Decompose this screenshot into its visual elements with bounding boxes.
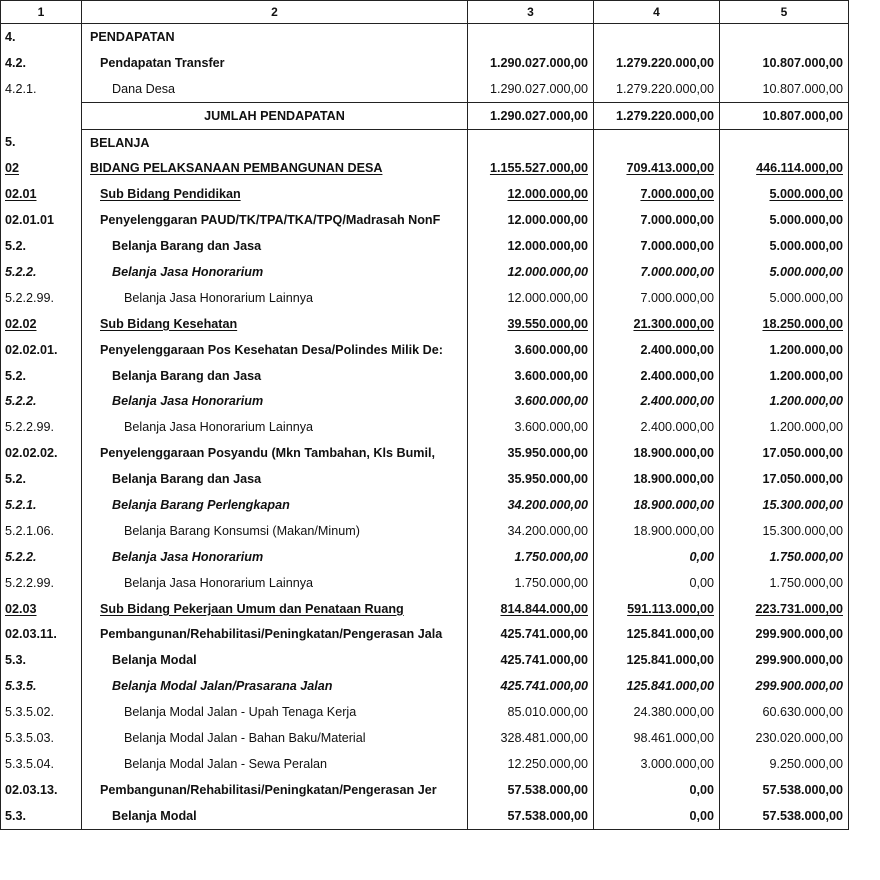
realization-cell: 125.841.000,00 <box>594 621 720 647</box>
description-cell: PENDAPATAN <box>82 24 468 50</box>
budget-cell: 3.600.000,00 <box>468 388 594 414</box>
code-cell <box>1 181 82 207</box>
description-cell: Belanja Barang dan Jasa <box>82 363 468 389</box>
description-text: Sub Bidang Pekerjaan Umum dan Penataan Ruang <box>100 601 404 616</box>
difference-cell <box>720 181 849 207</box>
code-cell: 5.2. <box>1 466 82 492</box>
description-cell: Belanja Modal Jalan/Prasarana Jalan <box>82 673 468 699</box>
description-cell: Pembangunan/Rehabilitasi/Peningkatan/Pengerasan Jala <box>82 621 468 647</box>
realization-cell: 7.000.000,00 <box>594 259 720 285</box>
table-row <box>1 725 849 751</box>
code-cell: 5.2.1. <box>1 492 82 518</box>
budget-cell: 425.741.000,00 <box>468 621 594 647</box>
realization-cell: 7.000.000,00 <box>594 285 720 311</box>
description-cell: Belanja Jasa Honorarium Lainnya <box>82 414 468 440</box>
description-text: Sub Bidang Kesehatan <box>100 316 238 331</box>
budget-text: 1.155.527.000,00 <box>489 161 588 176</box>
table-row-total <box>1 102 849 129</box>
realization-cell: 0,00 <box>594 777 720 803</box>
difference-cell: 1.200.000,00 <box>720 363 849 389</box>
description-cell: Pembangunan/Rehabilitasi/Peningkatan/Pengerasan Jer <box>82 777 468 803</box>
budget-cell: 35.950.000,00 <box>468 466 594 492</box>
realization-cell: 18.900.000,00 <box>594 518 720 544</box>
code-cell: 5.3.5.02. <box>1 699 82 725</box>
difference-cell: 5.000.000,00 <box>720 207 849 233</box>
description-cell: Belanja Barang dan Jasa <box>82 466 468 492</box>
budget-cell: 85.010.000,00 <box>468 699 594 725</box>
difference-cell: 10.807.000,00 <box>720 76 849 102</box>
budget-text: 39.550.000,00 <box>507 316 588 331</box>
code-text: 02.02 <box>5 316 37 331</box>
code-text: 02 <box>5 161 20 176</box>
difference-cell: 1.200.000,00 <box>720 414 849 440</box>
table-row <box>1 596 849 622</box>
table-row <box>1 311 849 337</box>
code-cell: 02.03.13. <box>1 777 82 803</box>
budget-cell <box>468 181 594 207</box>
code-cell: 5.3. <box>1 647 82 673</box>
difference-cell <box>720 155 849 181</box>
budget-cell <box>468 155 594 181</box>
difference-cell <box>720 129 849 155</box>
code-cell: 5.3. <box>1 803 82 829</box>
realization-cell: 2.400.000,00 <box>594 388 720 414</box>
realization-cell: 1.279.220.000,00 <box>594 102 720 129</box>
budget-cell: 1.290.027.000,00 <box>468 102 594 129</box>
difference-cell: 5.000.000,00 <box>720 285 849 311</box>
code-text: 02.01 <box>5 187 37 202</box>
realization-cell: 2.400.000,00 <box>594 414 720 440</box>
difference-cell: 299.900.000,00 <box>720 673 849 699</box>
description-cell <box>82 155 468 181</box>
code-cell: 5. <box>1 129 82 155</box>
table-row <box>1 233 849 259</box>
realization-cell: 1.279.220.000,00 <box>594 50 720 76</box>
realization-cell <box>594 181 720 207</box>
difference-cell <box>720 596 849 622</box>
difference-cell: 299.900.000,00 <box>720 647 849 673</box>
description-cell: Belanja Modal <box>82 647 468 673</box>
budget-cell: 57.538.000,00 <box>468 777 594 803</box>
realization-cell: 0,00 <box>594 544 720 570</box>
description-text: Sub Bidang Pendidikan <box>100 187 241 202</box>
description-cell: Belanja Jasa Honorarium <box>82 388 468 414</box>
code-cell: 5.3.5.03. <box>1 725 82 751</box>
code-cell: 5.2. <box>1 363 82 389</box>
table-row <box>1 518 849 544</box>
budget-cell <box>468 24 594 50</box>
table-row <box>1 803 849 829</box>
budget-cell: 12.000.000,00 <box>468 207 594 233</box>
realization-cell: 18.900.000,00 <box>594 492 720 518</box>
table-row <box>1 337 849 363</box>
realization-cell <box>594 24 720 50</box>
description-cell: Penyelenggaraan Pos Kesehatan Desa/Polindes Milik De: <box>82 337 468 363</box>
realization-text: 21.300.000,00 <box>633 316 714 331</box>
budget-cell: 1.290.027.000,00 <box>468 50 594 76</box>
table-row <box>1 492 849 518</box>
budget-cell: 3.600.000,00 <box>468 363 594 389</box>
code-cell: 4.2. <box>1 50 82 76</box>
budget-cell: 34.200.000,00 <box>468 518 594 544</box>
realization-cell: 3.000.000,00 <box>594 751 720 777</box>
code-cell: 5.3.5. <box>1 673 82 699</box>
realization-cell: 18.900.000,00 <box>594 466 720 492</box>
budget-cell: 12.000.000,00 <box>468 233 594 259</box>
description-cell <box>82 596 468 622</box>
description-cell: Belanja Jasa Honorarium <box>82 544 468 570</box>
description-cell: Belanja Jasa Honorarium Lainnya <box>82 285 468 311</box>
table-row <box>1 647 849 673</box>
realization-text: 591.113.000,00 <box>627 601 714 616</box>
code-cell: 02.02.01. <box>1 337 82 363</box>
table-row <box>1 50 849 76</box>
table-row <box>1 699 849 725</box>
code-cell: 4.2.1. <box>1 76 82 102</box>
difference-cell: 10.807.000,00 <box>720 102 849 129</box>
budget-text: 12.000.000,00 <box>507 187 588 202</box>
description-cell: Belanja Modal Jalan - Sewa Peralan <box>82 751 468 777</box>
description-cell: Pendapatan Transfer <box>82 50 468 76</box>
realization-cell: 98.461.000,00 <box>594 725 720 751</box>
code-cell: 02.02.02. <box>1 440 82 466</box>
realization-cell <box>594 596 720 622</box>
table-row <box>1 285 849 311</box>
budget-cell: 34.200.000,00 <box>468 492 594 518</box>
budget-cell: 12.000.000,00 <box>468 285 594 311</box>
table-row <box>1 155 849 181</box>
difference-cell: 1.750.000,00 <box>720 544 849 570</box>
table-row <box>1 129 849 155</box>
realization-cell: 7.000.000,00 <box>594 233 720 259</box>
realization-cell: 1.279.220.000,00 <box>594 76 720 102</box>
realization-cell: 0,00 <box>594 803 720 829</box>
budget-cell: 1.290.027.000,00 <box>468 76 594 102</box>
header-cell-difference: 5 <box>720 1 849 24</box>
realization-cell: 0,00 <box>594 570 720 596</box>
difference-cell <box>720 24 849 50</box>
header-cell-description: 2 <box>82 1 468 24</box>
difference-cell: 57.538.000,00 <box>720 803 849 829</box>
code-cell <box>1 311 82 337</box>
table-row <box>1 466 849 492</box>
description-cell <box>82 181 468 207</box>
budget-cell: 12.000.000,00 <box>468 259 594 285</box>
description-cell: Belanja Modal Jalan - Bahan Baku/Material <box>82 725 468 751</box>
table-row <box>1 440 849 466</box>
difference-cell: 17.050.000,00 <box>720 440 849 466</box>
code-cell: 5.2.2.99. <box>1 570 82 596</box>
difference-cell <box>720 311 849 337</box>
code-cell: 4. <box>1 24 82 50</box>
difference-cell: 230.020.000,00 <box>720 725 849 751</box>
realization-cell: 125.841.000,00 <box>594 647 720 673</box>
table-row <box>1 207 849 233</box>
description-cell: Penyelenggaraan Posyandu (Mkn Tambahan, Kls Bumil, <box>82 440 468 466</box>
difference-cell: 1.750.000,00 <box>720 570 849 596</box>
code-cell: 5.2.2.99. <box>1 414 82 440</box>
difference-cell: 60.630.000,00 <box>720 699 849 725</box>
table-row <box>1 414 849 440</box>
realization-text: 709.413.000,00 <box>626 161 714 176</box>
realization-text: 7.000.000,00 <box>640 187 714 202</box>
code-cell: 5.2.1.06. <box>1 518 82 544</box>
difference-cell: 15.300.000,00 <box>720 492 849 518</box>
code-cell: 5.2.2.99. <box>1 285 82 311</box>
description-cell: Belanja Jasa Honorarium <box>82 259 468 285</box>
realization-cell: 2.400.000,00 <box>594 363 720 389</box>
code-cell: 5.3.5.04. <box>1 751 82 777</box>
difference-text: 5.000.000,00 <box>769 187 843 202</box>
realization-cell: 18.900.000,00 <box>594 440 720 466</box>
realization-cell: 125.841.000,00 <box>594 673 720 699</box>
description-cell: JUMLAH PENDAPATAN <box>82 102 468 129</box>
difference-cell: 5.000.000,00 <box>720 233 849 259</box>
difference-cell: 15.300.000,00 <box>720 518 849 544</box>
description-cell: BELANJA <box>82 129 468 155</box>
budget-text: 814.844.000,00 <box>500 601 588 616</box>
code-cell <box>1 155 82 181</box>
table-row <box>1 673 849 699</box>
code-cell: 5.2.2. <box>1 259 82 285</box>
realization-cell: 7.000.000,00 <box>594 207 720 233</box>
difference-cell: 1.200.000,00 <box>720 388 849 414</box>
budget-cell: 3.600.000,00 <box>468 414 594 440</box>
realization-cell <box>594 155 720 181</box>
difference-cell: 10.807.000,00 <box>720 50 849 76</box>
table-row <box>1 777 849 803</box>
budget-cell <box>468 596 594 622</box>
realization-cell: 24.380.000,00 <box>594 699 720 725</box>
table-row <box>1 181 849 207</box>
description-cell: Belanja Barang dan Jasa <box>82 233 468 259</box>
table-row <box>1 259 849 285</box>
code-cell <box>1 596 82 622</box>
budget-cell: 3.600.000,00 <box>468 337 594 363</box>
difference-cell: 57.538.000,00 <box>720 777 849 803</box>
description-cell <box>82 311 468 337</box>
code-cell: 5.2.2. <box>1 544 82 570</box>
description-cell: Belanja Barang Konsumsi (Makan/Minum) <box>82 518 468 544</box>
code-cell <box>1 102 82 129</box>
table-row <box>1 544 849 570</box>
budget-cell: 425.741.000,00 <box>468 647 594 673</box>
difference-text: 223.731.000,00 <box>755 601 843 616</box>
budget-cell: 57.538.000,00 <box>468 803 594 829</box>
difference-cell: 299.900.000,00 <box>720 621 849 647</box>
code-cell: 5.2.2. <box>1 388 82 414</box>
budget-cell: 12.250.000,00 <box>468 751 594 777</box>
difference-text: 18.250.000,00 <box>762 316 843 331</box>
description-cell: Belanja Barang Perlengkapan <box>82 492 468 518</box>
realization-cell <box>594 311 720 337</box>
realization-cell <box>594 129 720 155</box>
code-text: 02.03 <box>5 601 37 616</box>
difference-cell: 5.000.000,00 <box>720 259 849 285</box>
table-row <box>1 76 849 102</box>
table-row <box>1 388 849 414</box>
difference-cell: 17.050.000,00 <box>720 466 849 492</box>
table-row <box>1 621 849 647</box>
budget-cell <box>468 311 594 337</box>
table-row <box>1 570 849 596</box>
realization-cell: 2.400.000,00 <box>594 337 720 363</box>
table-row <box>1 751 849 777</box>
description-cell: Penyelenggaran PAUD/TK/TPA/TKA/TPQ/Madrasah NonF <box>82 207 468 233</box>
header-row <box>1 1 849 24</box>
description-cell: Belanja Jasa Honorarium Lainnya <box>82 570 468 596</box>
header-cell-realization: 4 <box>594 1 720 24</box>
budget-cell <box>468 129 594 155</box>
budget-cell: 425.741.000,00 <box>468 673 594 699</box>
budget-cell: 1.750.000,00 <box>468 544 594 570</box>
budget-cell: 1.750.000,00 <box>468 570 594 596</box>
table-row <box>1 363 849 389</box>
description-cell: Belanja Modal Jalan - Upah Tenaga Kerja <box>82 699 468 725</box>
header-cell-code: 1 <box>1 1 82 24</box>
difference-text: 446.114.000,00 <box>756 161 843 176</box>
header-cell-budget: 3 <box>468 1 594 24</box>
table-row <box>1 24 849 50</box>
code-cell: 02.01.01 <box>1 207 82 233</box>
budget-cell: 328.481.000,00 <box>468 725 594 751</box>
budget-cell: 35.950.000,00 <box>468 440 594 466</box>
code-cell: 5.2. <box>1 233 82 259</box>
description-cell: Belanja Modal <box>82 803 468 829</box>
difference-cell: 1.200.000,00 <box>720 337 849 363</box>
code-cell: 02.03.11. <box>1 621 82 647</box>
difference-cell: 9.250.000,00 <box>720 751 849 777</box>
description-text: BIDANG PELAKSANAAN PEMBANGUNAN DESA <box>90 161 383 176</box>
description-cell: Dana Desa <box>82 76 468 102</box>
